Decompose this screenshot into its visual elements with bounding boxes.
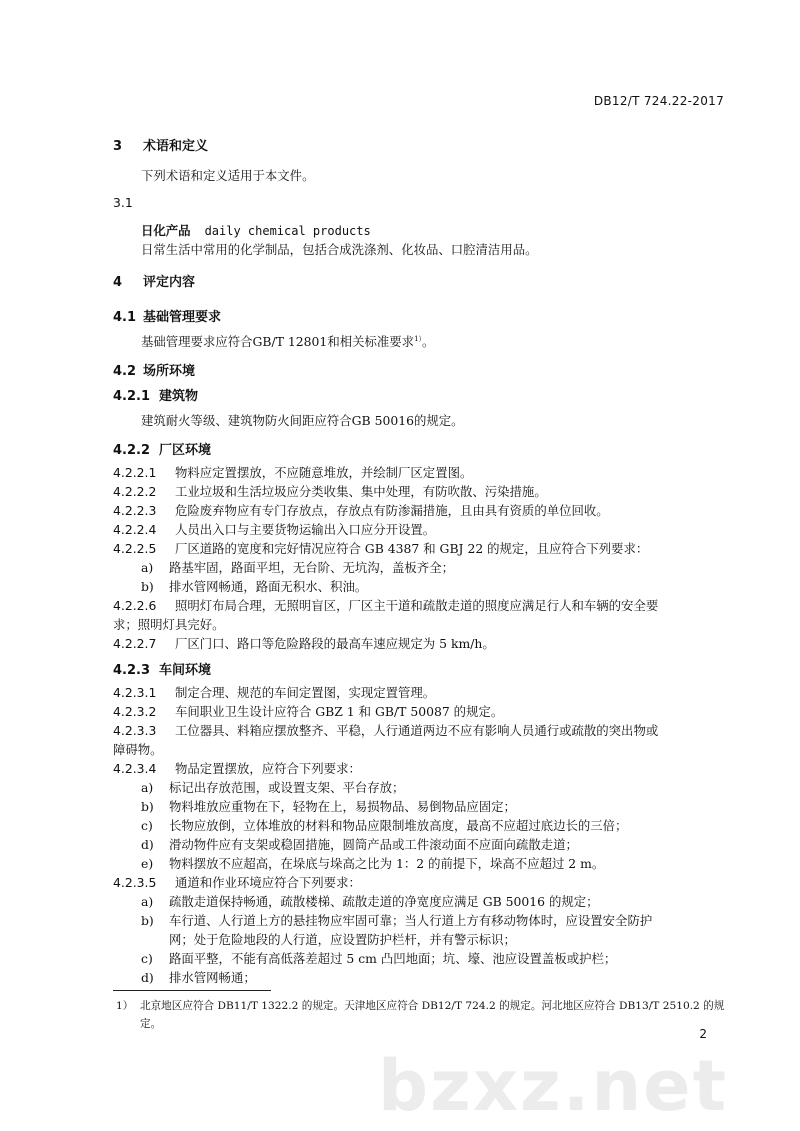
clause-text: 工位器具、料箱应摆放整齐、平稳，人行通道两边不应有影响人员通行或疏散的突出物或 [175,723,659,738]
footnote [116,997,730,1033]
section-4-heading [113,271,195,290]
clause-4-2-3-1 [113,683,705,701]
list-letter: a) [141,894,154,909]
section-3-intro: 下列术语和定义适用于本文件。 [141,168,315,183]
clause-4-2-3-5 [113,873,705,891]
clause-4-2-2-7 [113,634,705,652]
section-title: 车间环境 [159,663,212,678]
standard-code: DB12/T 724.22-2017 [593,94,724,108]
list-text: 疏散走道保持畅通，疏散楼梯、疏散走道的净宽度应满足 GB 50016 的规定； [169,894,599,909]
section-title: 厂区环境 [159,443,212,458]
list-letter: d) [141,837,154,852]
section-3-heading [113,135,208,154]
clause-number: 4.2.2.2 [113,484,157,499]
list-letter: e) [141,856,154,871]
section-4-1-text [141,332,434,350]
clause-4-2-3-3-cont: 障碍物。 [113,742,163,757]
clause-number: 4.2.2.3 [113,503,157,518]
section-title: 术语和定义 [143,139,209,154]
footnote-divider [113,990,271,991]
list-item-4-2-3-4-a [141,778,404,796]
list-text: 物料堆放应重物在下，轻物在上，易损物品、易倒物品应固定； [169,799,516,814]
clause-number: 4.2.3.1 [113,685,157,700]
section-number: 3 [113,139,123,154]
list-text: 物料摆放不应超高，在垛底与垛高之比为 1：2 的前提下，垛高不应超过 2 m。 [169,856,605,871]
clause-number: 4.2.3.5 [113,875,157,890]
list-text: 长物应放倒，立体堆放的材料和物品应限制堆放高度，最高不应超过底边长的三倍； [169,818,628,833]
text-tail: 。 [422,334,435,349]
clause-text: 车间职业卫生设计应符合 GBZ 1 和 GB/T 50087 的规定。 [175,704,504,719]
footnote-ref: 1） [414,334,423,343]
section-4-2-3-heading [113,659,211,678]
clause-number: 4.2.2.5 [113,541,157,556]
section-4-2-1-heading [113,385,198,404]
clause-4-2-2-5 [113,539,705,557]
page-number: 2 [699,1027,707,1041]
list-item-4-2-3-4-d [141,835,578,853]
section-number: 4.2.2 [113,443,151,458]
footnote-mark: 1） [116,1000,134,1012]
clause-4-2-3-2 [113,702,705,720]
list-item-4-2-3-5-d [141,968,256,986]
clause-4-2-2-2 [113,482,705,500]
list-item-4-2-2-5-a [141,558,454,576]
term-entry [141,221,371,239]
clause-number: 4.2.3.3 [113,723,157,738]
clause-4-2-2-1 [113,463,705,481]
clause-4-2-2-6 [113,596,705,614]
list-letter: a) [141,780,154,795]
clause-text: 厂区门口、路口等危险路段的最高车速应规定为 5 km/h。 [175,636,495,651]
term-definition: 日常生活中常用的化学制品，包括合成洗涤剂、化妆品、口腔清洁用品。 [141,242,538,257]
list-text: 路面平整，不能有高低落差超过 5 cm 凸凹地面；坑、壕、池应设置盖板或护栏； [169,951,617,966]
section-title: 基础管理要求 [143,310,222,325]
section-title: 评定内容 [143,275,196,290]
term-english: daily chemical products [204,224,371,238]
clause-text: 照明灯布局合理，无照明盲区，厂区主干道和疏散走道的照度应满足行人和车辆的安全要 [175,598,659,613]
list-letter: b) [141,799,154,814]
list-text: 车行道、人行道上方的悬挂物应牢固可靠；当人行道上方有移动物体时，应设置安全防护 [169,913,653,928]
clause-number: 4.2.2.1 [113,465,157,480]
section-number: 4.2.1 [113,389,151,404]
section-number: 4.1 [113,310,137,325]
text: 基础管理要求应符合GB/T 12801和相关标准要求 [141,334,415,349]
list-text: 排水管网畅通； [169,970,256,985]
list-text: 标记出存放范围，或设置支架、平台存放； [169,780,405,795]
list-text: 路基牢固，路面平坦，无台阶、无坑沟，盖板齐全； [169,560,454,575]
list-letter: b) [141,913,154,928]
list-item-4-2-3-5-b [141,911,652,929]
clause-4-2-3-3 [113,721,705,739]
term-number: 3.1 [113,195,133,210]
clause-text: 通道和作业环境应符合下列要求： [175,875,361,890]
list-letter: d) [141,970,154,985]
clause-text: 物料应定置摆放，不应随意堆放，并绘制厂区定置图。 [175,465,473,480]
list-text: 排水管网畅通，路面无积水、积油。 [169,579,368,594]
list-letter: c) [141,818,153,833]
list-item-4-2-3-4-e [141,854,604,872]
clause-number: 4.2.3.4 [113,761,157,776]
clause-number: 4.2.2.4 [113,522,157,537]
clause-text: 物品定置摆放，应符合下列要求： [175,761,361,776]
section-number: 4.2.3 [113,663,151,678]
clause-text: 人员出入口与主要货物运输出入口应分开设置。 [175,522,436,537]
term-chinese: 日化产品 [141,223,191,238]
section-4-2-2-heading [113,439,211,458]
clause-text: 工业垃圾和生活垃圾应分类收集、集中处理，有防吹散、污染措施。 [175,484,547,499]
section-number: 4 [113,275,123,290]
list-text: 滑动物件应有支架或稳固措施，圆筒产品或工件滚动面不应面向疏散走道； [169,837,578,852]
clause-4-2-2-4 [113,520,705,538]
clause-number: 4.2.3.2 [113,704,157,719]
clause-number: 4.2.2.6 [113,598,157,613]
footnote-text: 北京地区应符合 DB11/T 1322.2 的规定。天津地区应符合 DB12/T 724.2 的规定。河北地区应符合 DB13/T 2510.2 的规定。 [140,1000,725,1030]
clause-4-2-2-6-cont: 求；照明灯具完好。 [113,617,225,632]
section-title: 建筑物 [159,389,199,404]
clause-4-2-2-3 [113,501,705,519]
list-item-4-2-2-5-b [141,577,367,595]
list-item-4-2-3-4-b [141,797,516,815]
watermark: bzxz.net [378,1045,729,1127]
clause-text: 厂区道路的宽度和完好情况应符合 GB 4387 和 GBJ 22 的规定，且应符合下列要求： [175,541,649,556]
list-item-4-2-3-5-c [141,949,616,967]
list-item-4-2-3-4-c [141,816,627,834]
list-letter: c) [141,951,153,966]
clause-text: 制定合理、规范的车间定置图，实现定置管理。 [175,685,436,700]
clause-number: 4.2.2.7 [113,636,157,651]
clause-text: 危险废弃物应有专门存放点，存放点有防渗漏措施，且由具有资质的单位回收。 [175,503,609,518]
section-4-1-heading [113,306,221,325]
clause-4-2-3-4 [113,759,705,777]
section-4-2-1-text: 建筑耐火等级、建筑物防火间距应符合GB 50016的规定。 [141,413,464,428]
section-number: 4.2 [113,364,137,379]
list-letter: a) [141,560,154,575]
list-letter: b) [141,579,154,594]
section-title: 场所环境 [143,364,196,379]
list-item-4-2-3-5-b-cont: 网；处于危险地段的人行道，应设置防护栏杆，并有警示标识； [169,932,516,947]
section-4-2-heading [113,360,195,379]
list-item-4-2-3-5-a [141,892,599,910]
